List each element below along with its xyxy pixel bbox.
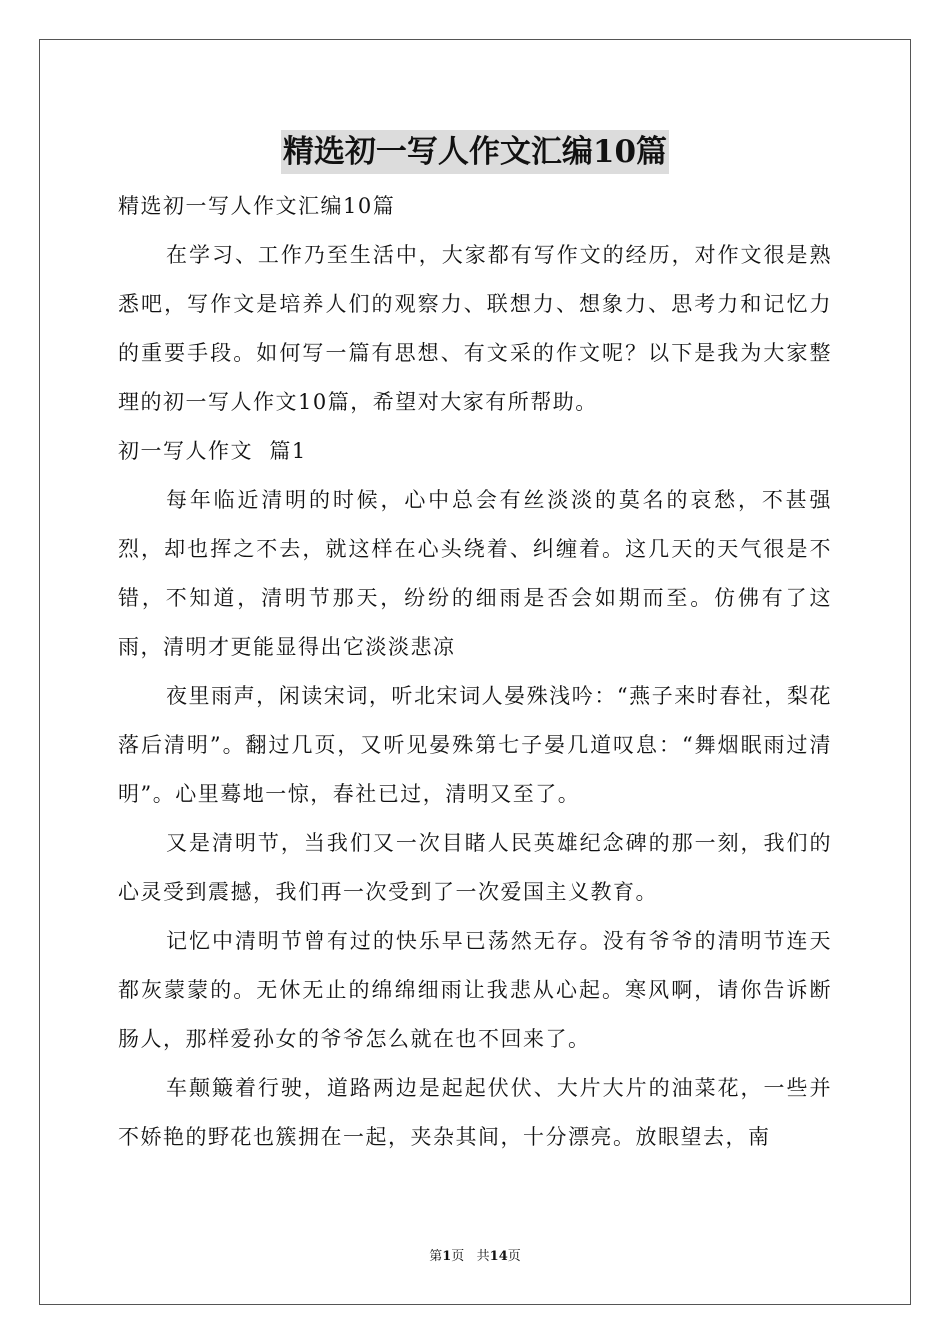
- paragraph-5: 车颠簸着行驶，道路两边是起起伏伏、大片大片的油菜花，一些并不娇艳的野花也簇拥在一起，夹杂其间，十分漂亮。放眼望去，南: [118, 1076, 832, 1149]
- paragraph-1: 每年临近清明的时候，心中总会有丝淡淡的莫名的哀愁，不甚强烈，却也挥之不去，就这样在心头绕着、纠缠着。这几天的天气很是不错，不知道，清明节那天，纷纷的细雨是否会如期而至。仿佛有了这雨，清明才更能显得出它淡淡悲凉: [118, 488, 832, 659]
- document-body: [118, 120, 832, 1162]
- document-subtitle: 精选初一写人作文汇编10篇: [118, 194, 396, 218]
- section-heading: 初一写人作文 篇1: [118, 439, 307, 463]
- footer-mid: 页 共: [451, 1249, 490, 1264]
- paragraph-2: 夜里雨声，闲读宋词，听北宋词人晏殊浅吟：“燕子来时春社，梨花落后清明”。翻过几页，又听见晏殊第七子晏几道叹息：“舞烟眠雨过清明”。心里蓦地一惊，春社已过，清明又至了。: [118, 684, 832, 806]
- footer-current-page: 1: [442, 1249, 452, 1264]
- paragraph-4: 记忆中清明节曾有过的快乐早已荡然无存。没有爷爷的清明节连天都灰蒙蒙的。无休无止的绵绵细雨让我悲从心起。寒风啊，请你告诉断肠人，那样爱孙女的爷爷怎么就在也不回来了。: [118, 929, 832, 1051]
- title-wrap: [118, 120, 832, 182]
- footer-total-pages: 14: [489, 1249, 508, 1264]
- paragraph-3: 又是清明节，当我们又一次目睹人民英雄纪念碑的那一刻，我们的心灵受到震撼，我们再一次受到了一次爱国主义教育。: [118, 831, 832, 904]
- footer-prefix: 第: [429, 1249, 443, 1264]
- footer-suffix: 页: [507, 1249, 521, 1264]
- intro-paragraph: 在学习、工作乃至生活中，大家都有写作文的经历，对作文很是熟悉吧，写作文是培养人们的观察力、联想力、想象力、思考力和记忆力的重要手段。如何写一篇有思想、有文采的作文呢？以下是我为大家整理的初一写人作文10篇，希望对大家有所帮助。: [118, 243, 832, 414]
- page-footer: [0, 1245, 950, 1264]
- document-title: 精选初一写人作文汇编10篇: [281, 130, 669, 174]
